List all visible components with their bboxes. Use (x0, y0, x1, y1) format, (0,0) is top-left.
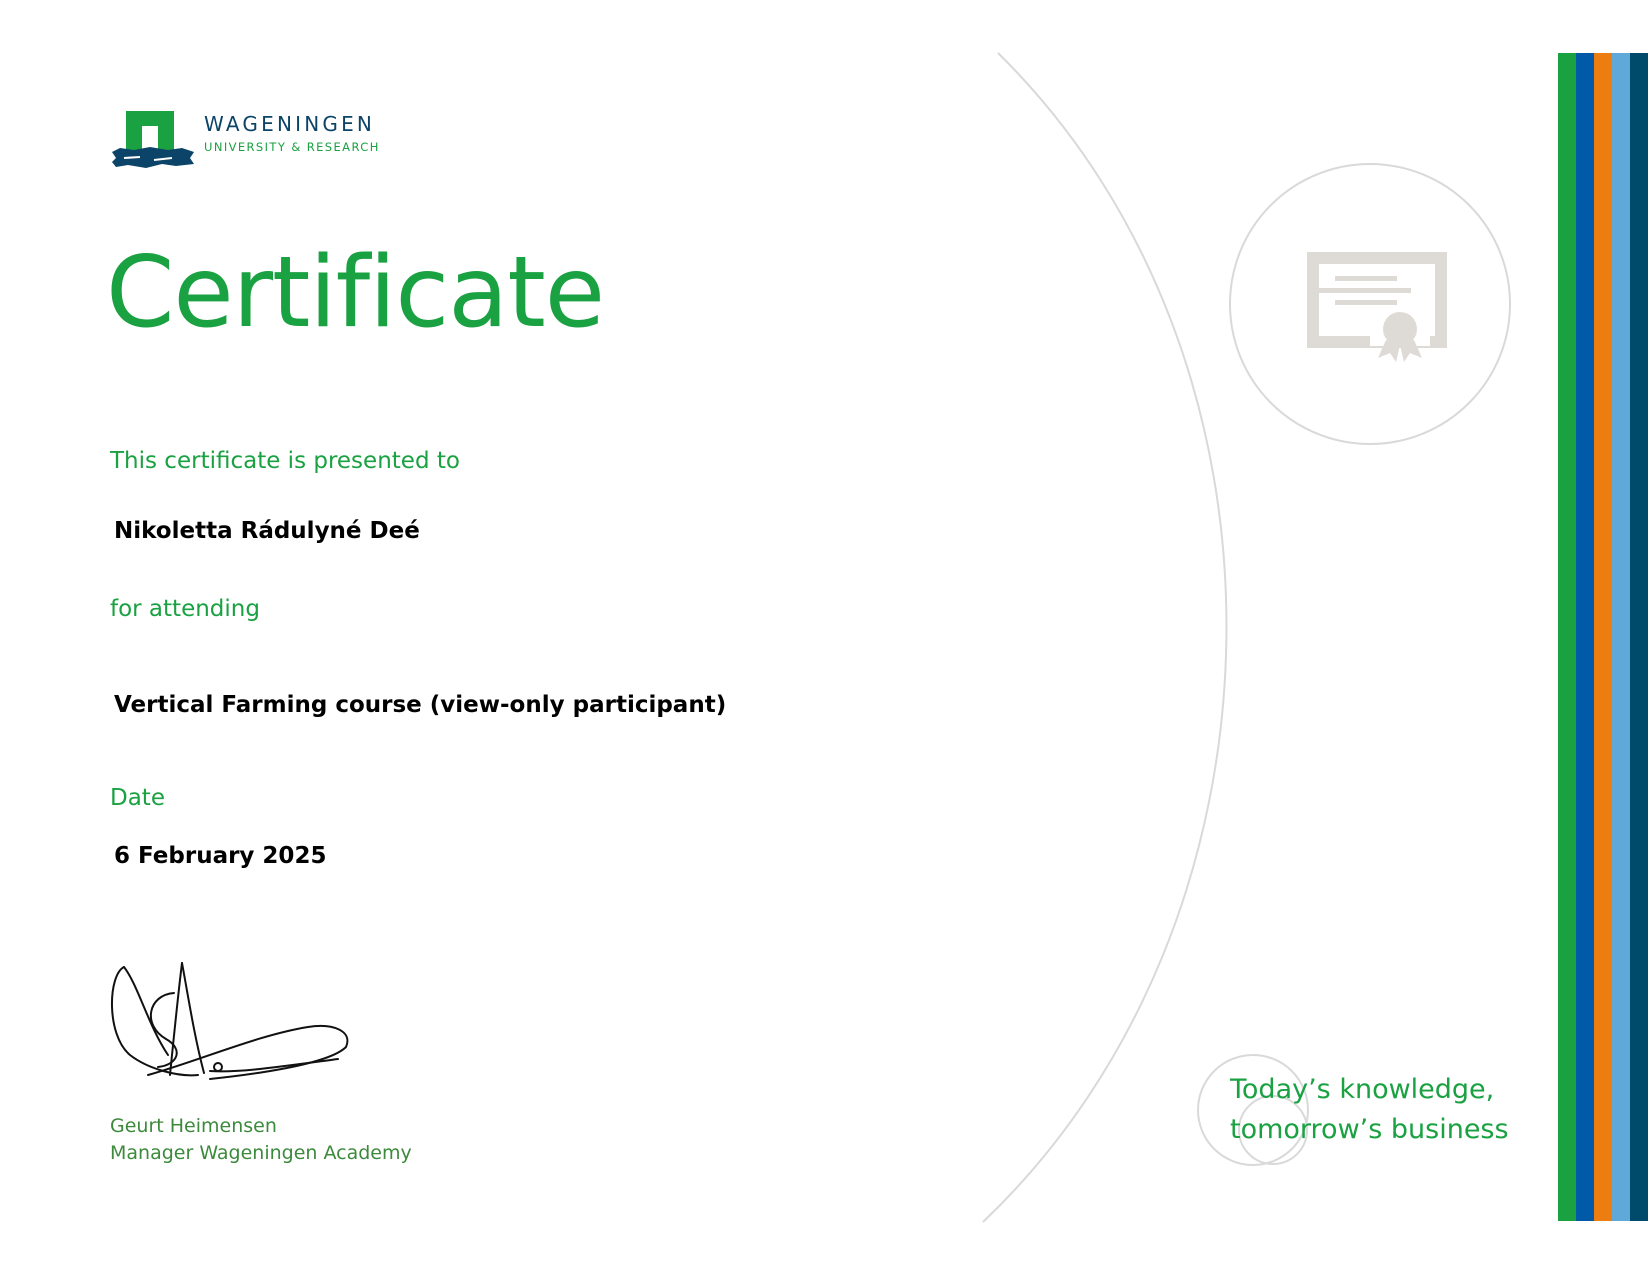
signature-image (108, 955, 368, 1105)
slogan-line-1: Today’s knowledge, (1230, 1074, 1495, 1105)
stripe-green (1558, 53, 1576, 1221)
wur-logo-mark-icon (110, 108, 196, 174)
wur-logo (110, 108, 430, 174)
issue-date: 6 February 2025 (114, 843, 327, 869)
stripe-orange (1594, 53, 1612, 1221)
recipient-name: Nikoletta Rádulyné Deé (114, 518, 420, 544)
slogan-line-2: tomorrow’s business (1230, 1114, 1509, 1145)
slogan-circle-large (1198, 1055, 1308, 1165)
presented-to-label: This certificate is presented to (110, 448, 460, 474)
signatory-role: Manager Wageningen Academy (110, 1142, 412, 1164)
certificate-ribbon-icon (1313, 258, 1441, 362)
course-name: Vertical Farming course (view-only participant) (114, 692, 727, 718)
stripe-dark-blue (1630, 53, 1648, 1221)
date-label: Date (110, 785, 165, 811)
for-attending-label: for attending (110, 596, 260, 622)
certificate-title: Certificate (106, 236, 605, 350)
stripe-light-blue (1612, 53, 1630, 1221)
signatory-name: Geurt Heimensen (110, 1115, 277, 1137)
logo-wordmark: WAGENINGEN (204, 112, 376, 136)
stripe-blue (1576, 53, 1594, 1221)
large-arc (983, 53, 1226, 1222)
logo-subtitle: UNIVERSITY & RESEARCH (204, 140, 380, 154)
brand-color-stripes (1558, 53, 1648, 1221)
